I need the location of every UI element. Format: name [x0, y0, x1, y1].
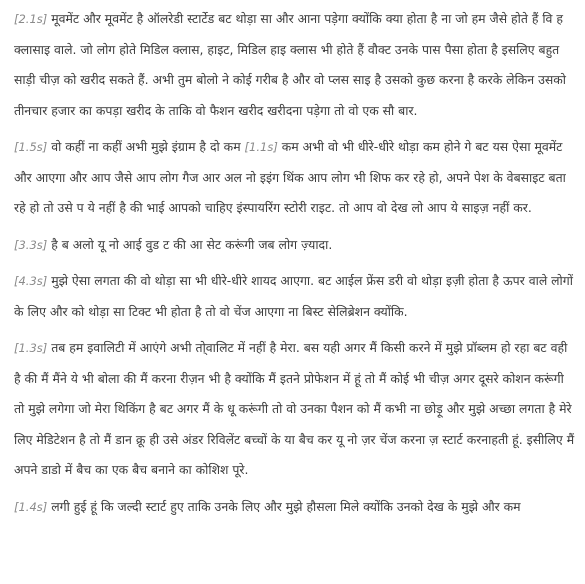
paragraph-text: तब हम इवालिटी में आएंगे अभी तो्वालिट में नहीं है मेरा. बस यही अगर मैं किसी करने में मुझे प्रॉब्लम हो रहा बट वही है की मैं मैंने ये भी बोला की मैं करना रीज़न भी है क्योंकि मैं इतने प्रोफेशन में हूं तो मैं कोई भी चीज़ अगर दूसरे कोशन करूंगी तो मुझे लगेगा जो मेरा थिकिंग है बट अगर मैं के धू करूंगी तो वो उनका पैशन को मैं कभी ना छोड़ू और मुझे अच्छा लगता है मेरे लिए मेडिटेशन है तो मैं डान क्रू ही उसे अंडर रिविलेंट बच्चों के या बैच कर यू नो ज़र चेंज करना ज़ स्टार्ट करनाहती हूं. इसीलिए मैं अपने डाडो में बैच का एक बैच बनाने का कोशिश पूरे. [14, 340, 575, 477]
timestamp: [1.3s] [14, 341, 48, 355]
paragraph-text: कम अभी वो भी धीरे-धीरे थोड़ा कम होने गे बट यस ऐसा मूवमेंट और आएगा और आप जैसे आप लोग गैज आर अल नो इइंग थिंक आप लोग भी शिफ कर रहे हो, अपने पेश के वेबसाइट बता रहे हो तो उसे प ये नहीं है की भाई आपको चाहिए इंस्पायरिंग स्टोरी राइट. तो आप वो देख लो आप ये साइज़ नहीं कर. [14, 139, 566, 215]
transcript-paragraph [14, 230, 576, 261]
transcript [14, 4, 576, 528]
timestamp: [3.3s] [14, 237, 48, 252]
transcript-paragraph [14, 4, 576, 126]
timestamp: [1.1s] [244, 140, 278, 154]
paragraph-text: मुझे ऐसा लगता की वो थोड़ा सा भी धीरे-धीरे शायद आएगा. बट आईल फ्रेंस डरी वो थोड़ा इज़ी होता है ऊपर वाले लोगों के लिए और को थोड़ा सा टिक्ट भी होता है तो वो चेंज आएगा ना बिस्ट सेलिब्रेशन क्योंकि. [14, 273, 573, 319]
timestamp: [2.1s] [14, 12, 48, 26]
paragraph-text: है ब अलो यू नो आई वुड ट की आ सेट करूंगी जब लोग ज़्यादा. [51, 236, 333, 252]
transcript-paragraph [14, 266, 576, 327]
transcript-paragraph [14, 492, 576, 523]
timestamp: [1.5s] [14, 140, 48, 154]
timestamp: [1.4s] [14, 499, 48, 514]
transcript-paragraph [14, 132, 576, 224]
timestamp: [4.3s] [14, 274, 48, 288]
paragraph-text: लगी हुई हूं कि जल्दी स्टार्ट हुए ताकि उनके लिए और मुझे हौसला मिले क्योंकि उनको देख के मुझे और कम [51, 498, 521, 514]
paragraph-text: वो कहीं ना कहीं अभी मुझे इंग्राम है दो कम [51, 139, 245, 154]
transcript-paragraph [14, 333, 576, 486]
paragraph-text: मूवमेंट और मूवमेंट है ऑलरेडी स्टार्टेड बट थोड़ा सा और आना पड़ेगा क्योंकि क्या होता है ना जो हम जैसे होते हैं वि ह क्लासाइ वाले. जो लोग होते मिडिल क्लास, हाइट, मिडिल हाइ क्लास भी होते हैं वौक्ट उनके पास पैसा होता है इसलिए बहुत साड़ी चीज़ को खरीद सकते हैं. अभी तुम बोलो ने कोई गरीब है और वो प्लस साइ है उसको कुछ करना है करके लेकिन उसको तीनचार हजार का कपड़ा खरीद के ताकि वो फैशन खरीद खरीदना पड़ेगा तो वो एक सौ बार. [14, 11, 566, 118]
